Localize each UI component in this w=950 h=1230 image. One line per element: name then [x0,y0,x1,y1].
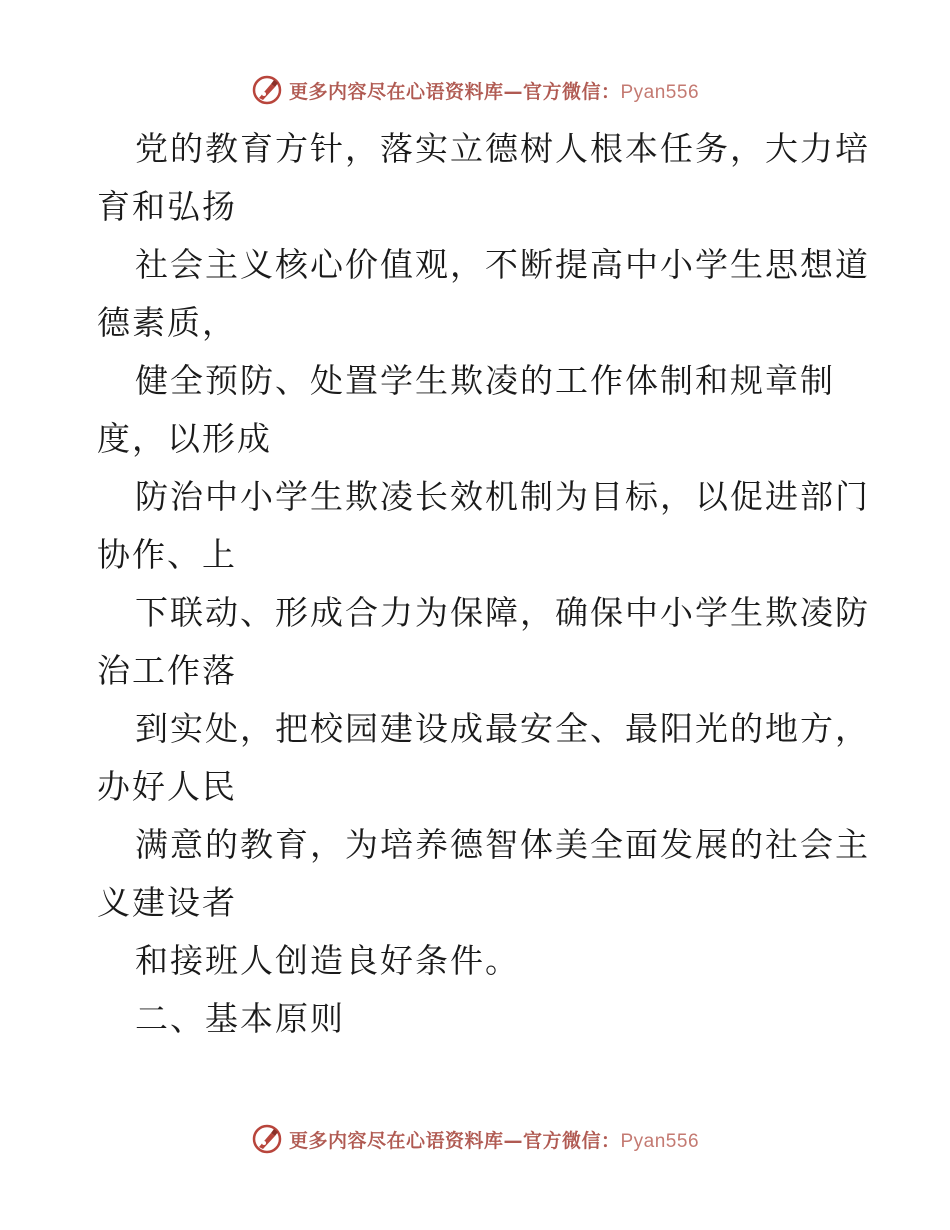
section-heading: 二、基本原则 [135,999,345,1038]
paragraph-line: 防治中小学生欺凌长效机制为目标，以促进部门 [135,477,870,516]
watermark-cn: 更多内容尽在心语资料库—官方微信： [288,1129,621,1152]
paragraph-line: 下联动、形成合力为保障，确保中小学生欺凌防 [135,593,870,632]
paragraph-line: 德素质， [97,303,237,342]
paragraph-line: 满意的教育，为培养德智体美全面发展的社会主 [135,825,870,864]
paragraph-line: 到实处，把校园建设成最安全、最阳光的地方， [135,709,870,748]
paragraph-line: 度，以形成 [97,419,272,458]
paragraph-line: 育和弘扬 [97,187,237,226]
header-watermark [0,72,950,108]
watermark-text [289,1126,699,1153]
paragraph-line: 办好人民 [97,767,237,806]
document-body [97,120,870,1048]
pen-logo-icon [251,1123,283,1155]
paragraph-line: 治工作落 [97,651,237,690]
paragraph-line: 协作、上 [97,535,237,574]
pen-logo-icon [251,74,283,106]
watermark-cn: 更多内容尽在心语资料库—官方微信： [288,80,621,103]
paragraph-line: 和接班人创造良好条件。 [135,941,520,980]
footer-watermark [0,1121,950,1157]
watermark-wechat-id: Pyan556 [620,1130,700,1152]
paragraph-line: 社会主义核心价值观，不断提高中小学生思想道 [135,245,870,284]
paragraph-line: 健全预防、处置学生欺凌的工作体制和规章制 [135,361,835,400]
paragraph-line: 义建设者 [97,883,237,922]
watermark-text [289,77,699,104]
watermark-wechat-id: Pyan556 [620,81,700,103]
paragraph-line: 党的教育方针，落实立德树人根本任务，大力培 [135,129,870,168]
